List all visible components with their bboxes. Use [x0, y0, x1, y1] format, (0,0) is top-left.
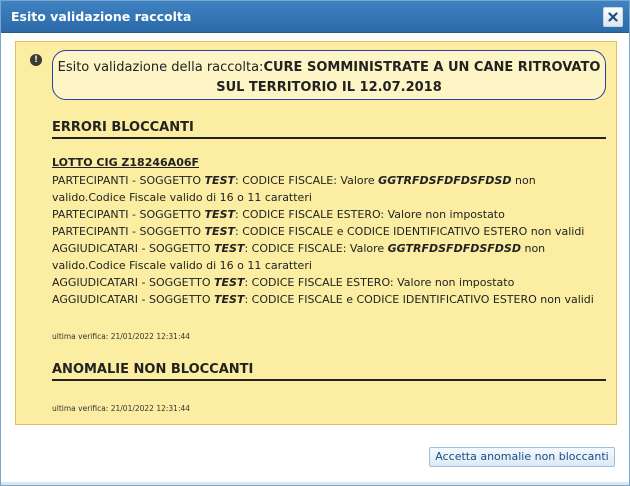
- error-subject: TEST: [214, 293, 245, 306]
- error-text: : CODICE FISCALE ESTERO: Valore non impostato: [235, 208, 505, 221]
- error-text: : CODICE FISCALE e CODICE IDENTIFICATIVO ESTERO non validi: [244, 293, 594, 306]
- error-text: non valido.Codice Fiscale valido di 16 o 11 caratteri: [52, 242, 546, 272]
- error-value: GGTRFDSFDFDSFDSD: [387, 242, 521, 255]
- error-text: : CODICE FISCALE: Valore: [235, 174, 379, 187]
- error-text: non valido.Codice Fiscale valido di 16 o 11 caratteri: [52, 174, 536, 204]
- error-line: [52, 240, 612, 274]
- dialog-title: Esito validazione raccolta: [11, 9, 192, 24]
- error-text: : CODICE FISCALE: Valore: [244, 242, 388, 255]
- error-text: PARTECIPANTI - SOGGETTO: [52, 208, 205, 221]
- lotto-label: LOTTO CIG Z18246A06F: [52, 156, 200, 169]
- error-line: [52, 206, 612, 223]
- error-subject: TEST: [214, 242, 245, 255]
- error-list: [52, 172, 612, 308]
- error-text: AGGIUDICATARI - SOGGETTO: [52, 293, 215, 306]
- close-icon: [608, 12, 618, 22]
- error-line: [52, 291, 612, 308]
- error-text: PARTECIPANTI - SOGGETTO: [52, 174, 205, 187]
- exclamation-icon: !: [30, 54, 42, 66]
- footer-divider: [1, 482, 629, 485]
- summary-box: [52, 50, 606, 100]
- accept-anomalies-button[interactable]: Accetta anomalie non bloccanti: [429, 447, 615, 467]
- collection-name: CURE SOMMINISTRATE A UN CANE RITROVATO SUL TERRITORIO IL 12.07.2018: [216, 60, 601, 95]
- dialog-titlebar[interactable]: [1, 1, 629, 33]
- validation-panel: [15, 41, 617, 425]
- error-text: : CODICE FISCALE e CODICE IDENTIFICATIVO ESTERO non validi: [235, 225, 585, 238]
- error-text: PARTECIPANTI - SOGGETTO: [52, 225, 205, 238]
- error-line: [52, 172, 612, 206]
- non-blocking-heading: ANOMALIE NON BLOCCANTI: [52, 362, 606, 381]
- error-subject: TEST: [204, 225, 235, 238]
- close-button[interactable]: [603, 7, 623, 27]
- error-text: : CODICE FISCALE ESTERO: Valore non impostato: [244, 276, 515, 289]
- last-check-non-blocking: ultima verifica: 21/01/2022 12:31:44: [52, 404, 191, 413]
- error-line: [52, 223, 612, 240]
- error-subject: TEST: [214, 276, 245, 289]
- blocking-errors-heading: ERRORI BLOCCANTI: [52, 120, 606, 139]
- error-text: AGGIUDICATARI - SOGGETTO: [52, 276, 215, 289]
- error-value: GGTRFDSFDFDSFDSD: [378, 174, 512, 187]
- error-subject: TEST: [204, 208, 235, 221]
- error-subject: TEST: [204, 174, 235, 187]
- summary-prefix: Esito validazione della raccolta:: [57, 60, 264, 75]
- last-check-blocking: ultima verifica: 21/01/2022 12:31:44: [52, 332, 191, 341]
- error-text: AGGIUDICATARI - SOGGETTO: [52, 242, 215, 255]
- error-line: [52, 274, 612, 291]
